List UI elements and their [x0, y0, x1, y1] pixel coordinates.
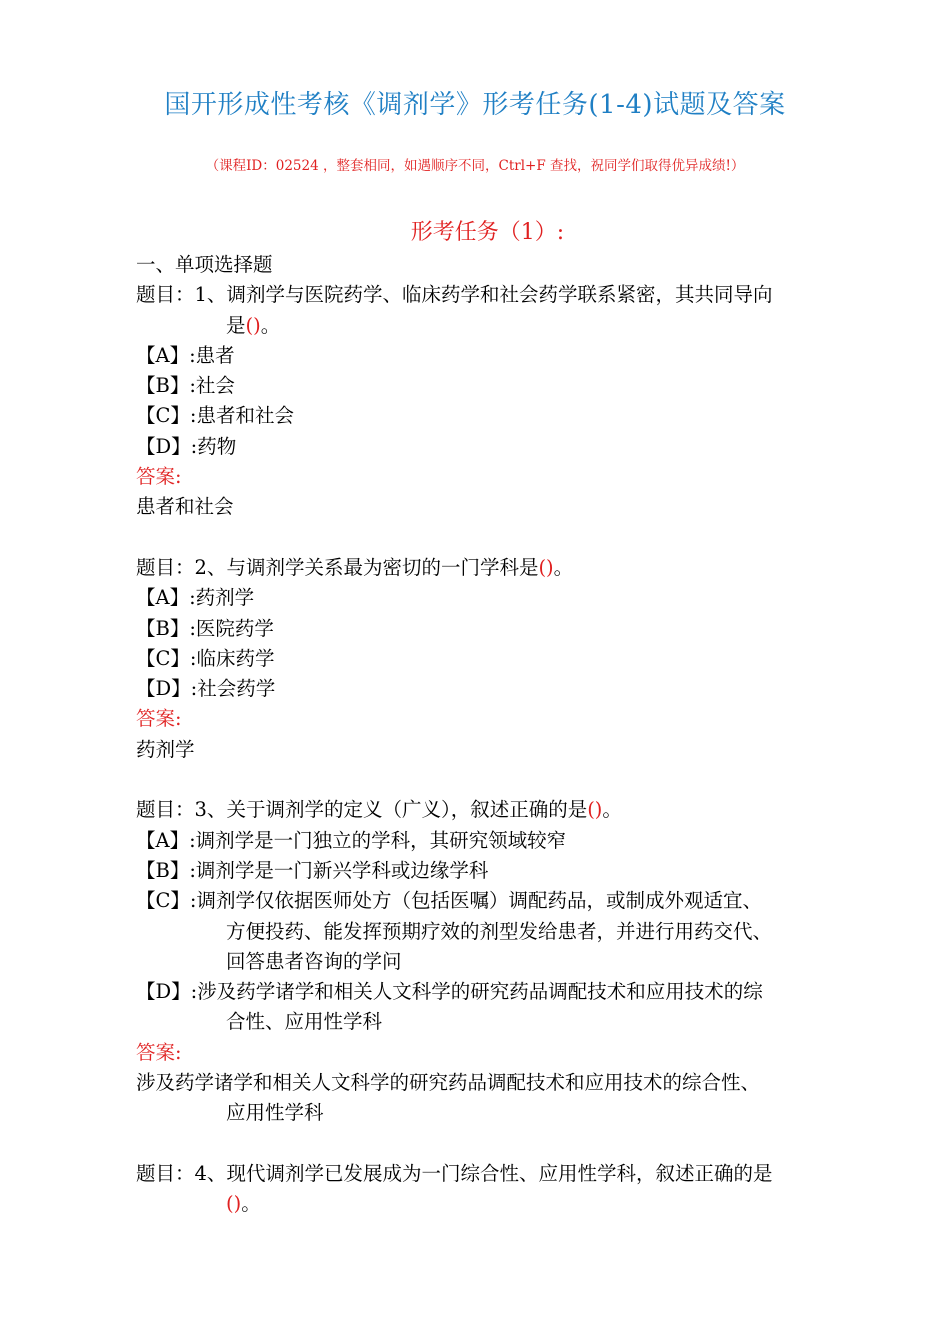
option-d-cont: 合性、应用性学科 [226, 1010, 383, 1034]
option-d [136, 674, 866, 704]
question-text: 调剂学与医院药学、临床药学和社会药学联系紧密，其共同导向 [226, 283, 773, 307]
option-text: 患者和社会 [196, 404, 295, 428]
option-key: 【A】: [136, 828, 196, 852]
question-text: 现代调剂学已发展成为一门综合性、应用性学科，叙述正确的是 [226, 1161, 773, 1185]
question-stem [136, 1159, 866, 1189]
option-key: 【D】: [136, 677, 198, 701]
question-number: 1、 [194, 283, 227, 307]
question-text: 与调剂学关系最为密切的一门学科是 [226, 555, 539, 579]
option-c [136, 644, 866, 674]
answer-label: 答案: [136, 707, 182, 731]
spacer [136, 1129, 866, 1159]
answer-text: 患者和社会 [136, 495, 234, 519]
option-b [136, 856, 866, 886]
option-key: 【C】: [136, 404, 197, 428]
question-period: 。 [260, 313, 281, 337]
answer-text-cont: 应用性学科 [226, 1101, 324, 1125]
option-a [136, 341, 866, 371]
option-c-cont: 回答患者咨询的学问 [226, 949, 402, 973]
question-number: 4、 [194, 1161, 227, 1185]
answer-blank: () [245, 313, 261, 337]
option-a [136, 826, 866, 856]
option-key: 【B】: [136, 858, 196, 882]
option-d [136, 432, 866, 462]
question-prefix: 题目： [136, 283, 195, 307]
question-prefix: 题目： [136, 798, 195, 822]
section-title: 一、单项选择题 [136, 253, 273, 276]
question-text-cont: 是 [226, 313, 246, 337]
question-1 [136, 280, 866, 522]
question-period: 。 [602, 798, 622, 822]
option-c [136, 886, 866, 916]
answer-text: 涉及药学诸学和相关人文科学的研究药品调配技术和应用技术的综合性、 [136, 1071, 761, 1095]
spacer [136, 523, 866, 553]
option-text: 临床药学 [196, 646, 275, 670]
question-number: 2、 [194, 555, 227, 579]
question-number: 3、 [194, 798, 227, 822]
question-text: 关于调剂学的定义（广义），叙述正确的是 [226, 798, 588, 822]
question-prefix: 题目： [136, 1161, 195, 1185]
option-key: 【B】: [136, 374, 196, 398]
question-2 [136, 553, 866, 765]
option-key: 【C】: [136, 889, 197, 913]
question-stem [136, 795, 866, 825]
question-prefix: 题目： [136, 555, 195, 579]
answer-blank: () [226, 1192, 242, 1216]
option-key: 【C】: [136, 646, 197, 670]
option-text: 患者 [195, 343, 235, 367]
option-text: 社会 [195, 374, 235, 398]
answer-label: 答案: [136, 465, 182, 489]
option-a [136, 583, 866, 613]
answer-blank: () [538, 555, 554, 579]
option-c [136, 401, 866, 431]
option-key: 【A】: [136, 586, 196, 610]
answer-text: 药剂学 [136, 737, 195, 761]
option-key: 【D】: [136, 434, 198, 458]
option-text: 医院药学 [195, 616, 274, 640]
course-note: （课程ID：02524 ，整套相同，如遇顺序不同，Ctrl+F 查找，祝同学们取得优异成绩!） [205, 158, 745, 174]
option-key: 【A】: [136, 343, 196, 367]
option-text: 调剂学仅依据医师处方（包括医嘱）调配药品，或制成外观适宜、 [196, 889, 763, 913]
question-period: 。 [553, 555, 574, 579]
spacer [136, 765, 866, 795]
option-text: 涉及药学诸学和相关人文科学的研究药品调配技术和应用技术的综 [197, 980, 763, 1004]
question-stem-cont [136, 1189, 866, 1219]
option-b [136, 614, 866, 644]
question-period: 。 [241, 1192, 261, 1216]
question-stem [136, 280, 866, 310]
question-4 [136, 1159, 866, 1220]
question-list [136, 250, 866, 1220]
option-b [136, 371, 866, 401]
option-key: 【D】: [136, 980, 198, 1004]
task-title: 形考任务（1）: [410, 220, 565, 245]
option-text: 社会药学 [197, 677, 276, 701]
option-text: 调剂学是一门新兴学科或边缘学科 [195, 858, 489, 882]
question-stem-cont [136, 311, 866, 341]
option-d [136, 977, 866, 1007]
option-text: 药物 [197, 434, 237, 458]
option-text: 调剂学是一门独立的学科，其研究领域较窄 [195, 828, 567, 852]
option-text: 药剂学 [195, 586, 255, 610]
question-stem [136, 553, 866, 583]
answer-label: 答案: [136, 1040, 182, 1064]
question-3 [136, 795, 866, 1128]
option-key: 【B】: [136, 616, 196, 640]
document-title: 国开形成性考核《调剂学》形考任务(1-4)试题及答案 [164, 90, 786, 120]
answer-blank: () [587, 798, 603, 822]
option-c-cont: 方便投药、能发挥预期疗效的剂型发给患者，并进行用药交代、 [226, 919, 773, 943]
